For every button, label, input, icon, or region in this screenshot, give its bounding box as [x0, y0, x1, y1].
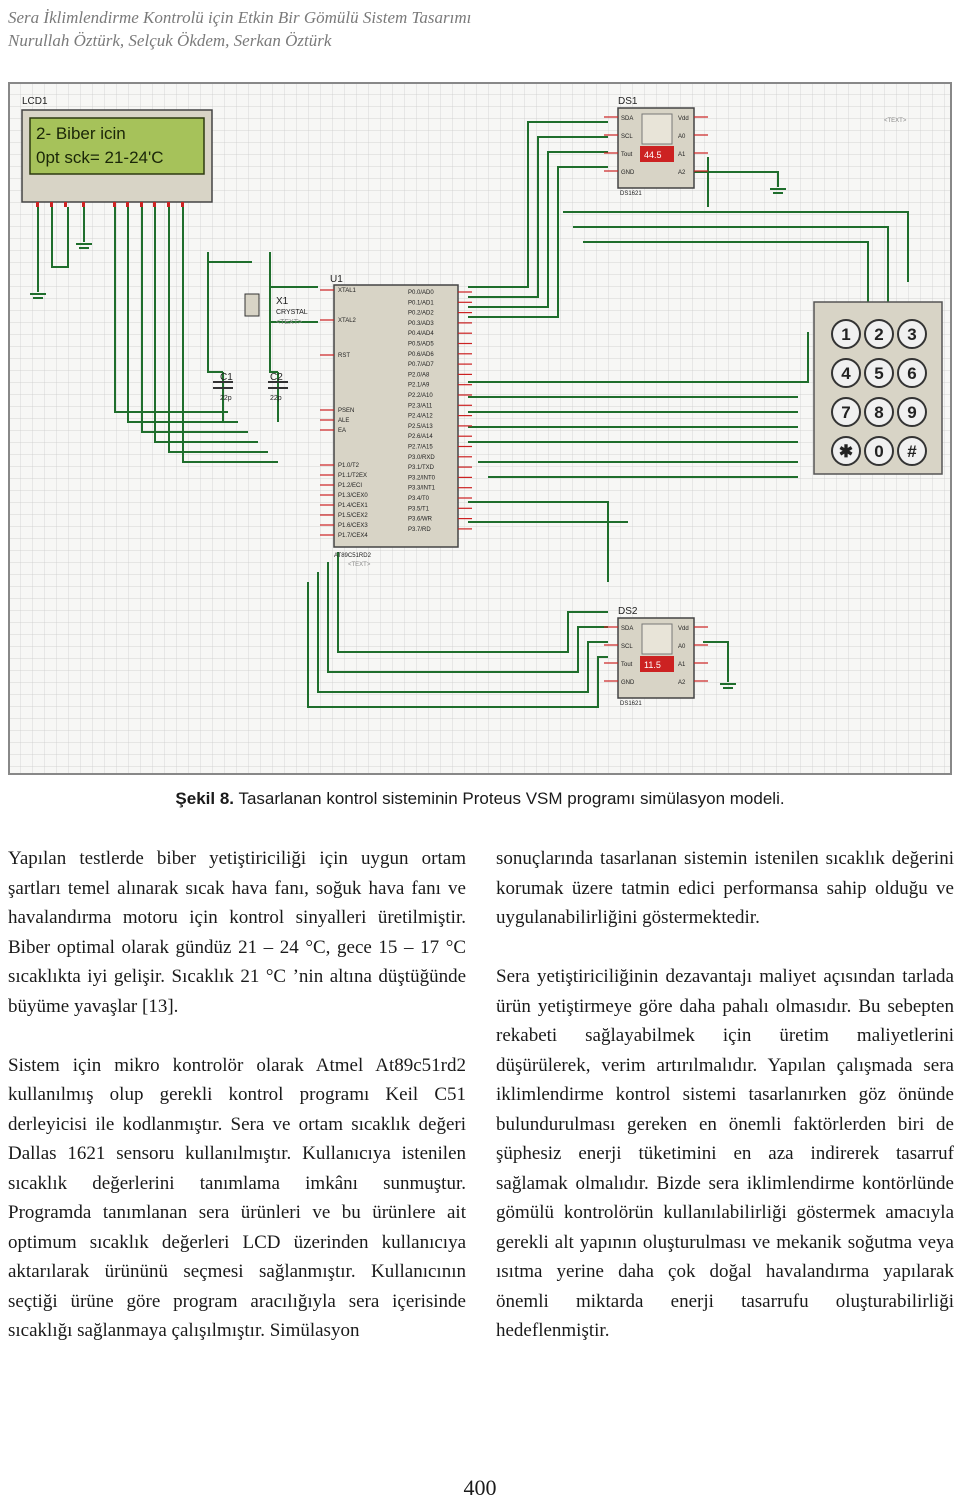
mcu-label: U1: [330, 274, 343, 285]
keypad-key: [865, 320, 893, 348]
svg-text:<TEXT>: <TEXT>: [276, 319, 303, 326]
keypad-key-label: 4: [841, 364, 851, 383]
keypad-key-label: 6: [907, 364, 917, 383]
ds-pin-right: A2: [678, 170, 686, 176]
mcu-pin-right: P3.1/TXD: [408, 465, 435, 472]
keypad-key-label: 3: [907, 325, 917, 344]
mcu-pin-right: P0.7/AD7: [408, 362, 434, 369]
keypad-key: [832, 320, 860, 348]
keypad-key-label: 8: [874, 403, 884, 422]
mcu-pin-right: P3.3/INT1: [408, 485, 436, 492]
ds-pin-left: SCL: [621, 134, 633, 140]
crystal-sub: CRYSTAL: [276, 309, 308, 316]
ds-pin-left: Tout: [621, 662, 633, 668]
mcu-pin-right: P2.7/A15: [408, 444, 433, 451]
right-paragraph-1: sonuçlarında tasarlanan sistemin istenilen sıcaklık değerini korumak üzere tatmin edici performansa sahip olduğu ve uygulanabilirliğini göstermektedir.: [496, 848, 954, 928]
keypad-key: [898, 398, 926, 426]
keypad-key-label: #: [907, 442, 917, 461]
lcd-label: LCD1: [22, 96, 48, 107]
keypad-key-label: 7: [841, 403, 851, 422]
right-column: [496, 844, 954, 1375]
figure-caption-text: Tasarlanan kontrol sisteminin Proteus VSM programı simülasyon modeli.: [234, 789, 785, 808]
mcu-pin-left: EA: [338, 428, 347, 434]
mcu-pin-left: P1.7/CEX4: [338, 533, 368, 539]
cap1-label: C1: [220, 372, 233, 383]
svg-text:<TEXT>: <TEXT>: [348, 562, 371, 568]
mcu-pin-left: P1.2/ECI: [338, 483, 363, 489]
svg-text:DS1621: DS1621: [620, 191, 642, 197]
ds-pin-right: Vdd: [678, 626, 689, 632]
keypad-key: [898, 437, 926, 465]
mcu-pin-left: P1.5/CEX2: [338, 513, 368, 519]
figure-caption: [0, 789, 960, 809]
keypad-key: [832, 398, 860, 426]
mcu-pin-left: P1.3/CEX0: [338, 493, 368, 499]
ds1-label: DS1: [618, 96, 638, 107]
lcd-line-2: 0pt sck= 21-24'C: [36, 148, 164, 167]
sensor-ds2: [604, 606, 708, 707]
ds-pin-left: SDA: [621, 626, 634, 632]
mcu-pin-right: P3.5/T1: [408, 506, 430, 513]
cap2-value: 22p: [270, 395, 282, 402]
mcu-pin-right: P2.6/A14: [408, 434, 433, 441]
left-paragraph-2: Sistem için mikro kontrolör olarak Atmel At89c51rd2 kullanılmış olup gerekli kontrol programı Keil C51 derleyicisi ile kodlanmıştır. Sera ve ortam sıcaklık değeri Dallas 1621 sensoru kullanılmıştır. Kullanıcıya istenilen sıcaklık değerlerini tanımlama imkânı sunmuştur. Programda tanımlanan sera ürünleri ve bu ürünlere ait optimum sıcaklık değerleri LCD üzerinden kullanıcıya aktarılarak ürününü seçmesi sağlanmıştır. Kullanıcının seçtiği ürüne göre program aracılığıyla sera içerisinde sıcaklığı sağlanmaya çalışılmıştır. Simülasyon: [8, 1054, 466, 1341]
keypad-key: [865, 359, 893, 387]
keypad-key: [898, 359, 926, 387]
keypad-key: [865, 398, 893, 426]
mcu-pin-right: P0.5/AD5: [408, 341, 434, 348]
mcu-pin-right: P2.5/A13: [408, 423, 433, 430]
ds-pin-right: A2: [678, 680, 686, 686]
running-head: [8, 6, 471, 52]
paper-authors: Nurullah Öztürk, Selçuk Ökdem, Serkan Öztürk: [8, 31, 332, 50]
mcu-pin-left: RST: [338, 353, 350, 359]
paper-title: Sera İklimlendirme Kontrolü için Etkin Bir Gömülü Sistem Tasarımı: [8, 8, 472, 27]
mcu-pin-right: P0.6/AD6: [408, 351, 434, 358]
keypad-key: [898, 320, 926, 348]
cap2-label: C2: [270, 372, 283, 383]
left-column: [8, 844, 466, 1375]
ds-pin-right: A0: [678, 644, 686, 650]
mcu-pin-right: P2.0/A8: [408, 372, 430, 379]
svg-text:<TEXT>: <TEXT>: [884, 118, 907, 124]
mcu-pin-left: P1.1/T2EX: [338, 473, 368, 479]
left-paragraph-1: Yapılan testlerde biber yetiştiriciliği için uygun ortam şartları temel alınarak sıcak hava fanı, soğuk hava fanı ve havalandırma motoru için kontrol sinyalleri üretilmiştir. Biber optimal olarak gündüz 21 – 24 °C, gece 15 – 17 °C sıcaklıkta iyi gelişir. Sıcaklık 21 °C ’nin altına düştüğünde büyüme yavaşlar [13].: [8, 848, 466, 1017]
keypad-key-label: 0: [874, 442, 884, 461]
keypad-key-label: 1: [841, 325, 851, 344]
keypad-key-label: 5: [874, 364, 884, 383]
figure-label: Şekil 8.: [175, 789, 235, 808]
crystal-label: X1: [276, 296, 289, 307]
keypad-key: [865, 437, 893, 465]
mcu-pin-left: P1.6/CEX3: [338, 523, 368, 529]
ds-pin-left: SCL: [621, 644, 633, 650]
ds2-reading: 11.5: [644, 660, 661, 670]
svg-text:DS1621: DS1621: [620, 701, 642, 707]
mcu-pin-left: XTAL1: [338, 288, 356, 294]
keypad-key: [832, 437, 860, 465]
ds-pin-right: A1: [678, 152, 686, 158]
keypad-key-label: ✱: [838, 442, 854, 461]
mcu-pin-left: PSEN: [338, 408, 355, 414]
circuit-schematic-figure: [8, 82, 952, 775]
ds-pin-right: Vdd: [678, 116, 689, 122]
mcu-pin-right: P2.4/A12: [408, 413, 433, 420]
page-number: 400: [463, 1475, 497, 1500]
keypad-key-label: 9: [907, 403, 917, 422]
mcu-pin-right: P2.2/A10: [408, 393, 433, 399]
mcu-pin-right: P0.3/AD3: [408, 320, 434, 327]
mcu-pin-right: P3.0/RXD: [408, 454, 435, 461]
ds-pin-left: SDA: [621, 116, 634, 122]
mcu-part: AT89C51RD2: [334, 553, 371, 559]
mcu-pin-right: P3.6/WR: [408, 516, 433, 523]
ds-pin-right: A1: [678, 662, 686, 668]
mcu-pin-right: P0.0/AD0: [408, 290, 434, 296]
cap1-value: 22p: [220, 395, 232, 402]
mcu-pin-right: P2.3/A11: [408, 403, 433, 410]
ds2-label: DS2: [618, 606, 638, 617]
ds-pin-left: GND: [621, 170, 635, 176]
right-paragraph-2: Sera yetiştiriciliğinin dezavantajı maliyet açısından tarlada ürün yetiştirmeye göre daha pahalı olmasıdır. Bu sebepten rekabeti sağlayabilmek için üretim maliyetlerini düşürülerek, verim artırılmalıdır. Yapılan çalışmada sera iklimlendirme kontrol sistemi tasarlanırken göz önünde bulundurulması gereken en önemli faktörlerden biri de şüphesiz enerji tüketimini en aza indirerek tasarruf sağlamak olmalıdır. Bizde sera iklimlendirme kontörlünde gömülü kontrolörün kullanılabilirliği göstermek amacıyla gerekli alt yapının oluşturulması ve mekanik soğutma veya ısıtma yerine daha çok doğal havalandırma yapılarak önemli miktarda enerji tasarrufu oluşturabilirliği hedeflenmiştir.: [496, 966, 954, 1341]
mcu-pin-right: P3.7/RD: [408, 526, 431, 533]
mcu-pin-left: ALE: [338, 418, 350, 424]
mcu-pin-right: P0.4/AD4: [408, 331, 434, 338]
mcu-pin-right: P2.1/A9: [408, 382, 430, 389]
keypad-key-label: 2: [874, 325, 884, 344]
lcd-line-1: 2- Biber icin: [36, 124, 126, 143]
keypad: [814, 302, 942, 474]
microcontroller-u1: [320, 274, 472, 568]
mcu-pin-right: P3.2/INT0: [408, 475, 436, 482]
mcu-pin-left: XTAL2: [338, 318, 356, 324]
ds-pin-left: GND: [621, 680, 635, 686]
mcu-pin-right: P0.2/AD2: [408, 310, 434, 317]
ds-pin-right: A0: [678, 134, 686, 140]
lcd-display: [22, 96, 212, 207]
ds1-reading: 44.5: [644, 150, 662, 160]
mcu-pin-right: P3.4/T0: [408, 496, 430, 502]
mcu-pin-right: P0.1/AD1: [408, 300, 434, 307]
mcu-pin-left: P1.4/CEX1: [338, 503, 368, 509]
keypad-key: [832, 359, 860, 387]
ds-pin-left: Tout: [621, 152, 633, 158]
mcu-pin-left: P1.0/T2: [338, 463, 360, 469]
